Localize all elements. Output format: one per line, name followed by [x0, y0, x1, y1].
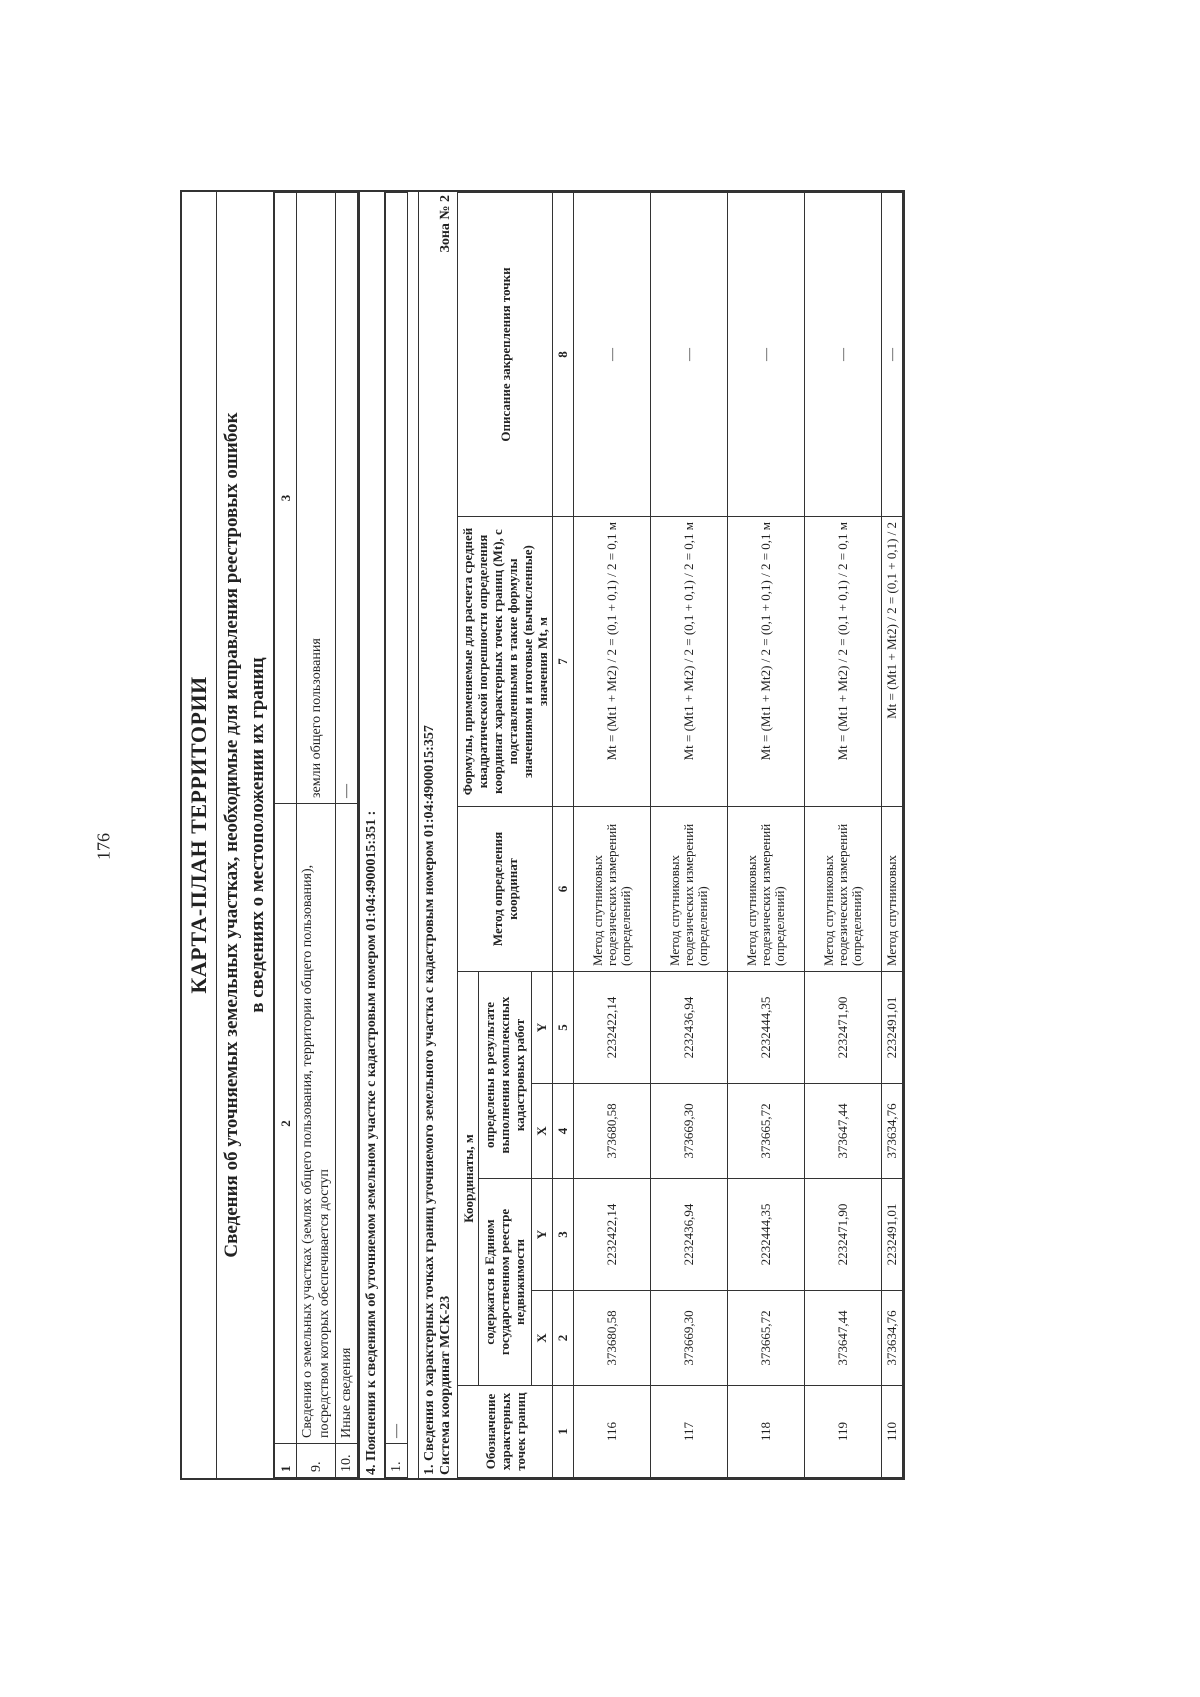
defined-x: 373647,44 — [805, 1084, 882, 1179]
header-col-2: 2 — [275, 804, 297, 1444]
col-number: 1 — [553, 1386, 574, 1478]
section-3-table — [274, 192, 358, 1478]
points-section-subtitle — [438, 192, 457, 1478]
egrn-x: 373634,76 — [882, 1291, 903, 1386]
row-number: 10. — [336, 1444, 358, 1478]
header-x: X — [531, 1084, 552, 1179]
header-method: Метод определения координат — [458, 806, 553, 971]
method-cell: Метод спутниковых геодезических измерений (определений) — [805, 806, 882, 971]
header-col-3: 3 — [275, 193, 297, 804]
col-number: 8 — [553, 193, 574, 517]
table-row — [728, 193, 805, 1478]
rotated-sheet — [180, 190, 1080, 1480]
col-number: 3 — [553, 1179, 574, 1291]
header-formula: Формулы, применяемые для расчета средней квадратической погрешности определения координат характерных точек границ (Mt), с подставленными в такие формулы значениями и итоговые (вычисленные) значения Mt, м — [458, 516, 553, 806]
zone-label: Зона № 2 — [438, 195, 453, 253]
defined-y: 2232422,14 — [574, 971, 651, 1083]
point-designation: 118 — [728, 1386, 805, 1478]
formula-cell: Mt = (Mt1 + Mt2) / 2 = (0,1 + 0,1) / 2 = 0,1 м — [728, 516, 805, 806]
point-designation: 110 — [882, 1386, 903, 1478]
point-designation: 116 — [574, 1386, 651, 1478]
description-cell: — — [805, 193, 882, 517]
defined-x: 373634,76 — [882, 1084, 903, 1179]
table-row — [297, 193, 336, 1478]
row-value: — — [336, 193, 358, 804]
point-designation: 117 — [651, 1386, 728, 1478]
page-title: КАРТА-ПЛАН ТЕРРИТОРИИ — [182, 192, 217, 1478]
column-number-row — [553, 193, 574, 1478]
point-designation: 119 — [805, 1386, 882, 1478]
method-cell: Метод спутниковых геодезических измерений (определений) — [574, 806, 651, 971]
formula-cell: Mt = (Mt1 + Mt2) / 2 = (0,1 + 0,1) / 2 — [882, 516, 903, 806]
page-number: 176 — [93, 833, 114, 860]
header-col-1: 1 — [275, 1444, 297, 1478]
defined-y: 2232471,90 — [805, 971, 882, 1083]
formula-cell: Mt = (Mt1 + Mt2) / 2 = (0,1 + 0,1) / 2 = 0,1 м — [574, 516, 651, 806]
subtitle-line-2: в сведениях о местоположении их границ — [247, 657, 268, 1013]
section-4-title: 4. Пояснения к сведениям об уточняемом земельном участке с кадастровым номером 01:04:4900015:351 : — [358, 192, 385, 1478]
description-cell: — — [882, 193, 903, 517]
egrn-y: 2232444,35 — [728, 1179, 805, 1291]
points-header-row-1 — [458, 193, 479, 1478]
defined-y: 2232491,01 — [882, 971, 903, 1083]
method-cell: Метод спутниковых геодезических измерений (определений) — [728, 806, 805, 971]
header-designation: Обозначение характерных точек границ — [458, 1386, 553, 1478]
row-value: земли общего пользования — [297, 193, 336, 804]
egrn-y: 2232491,01 — [882, 1179, 903, 1291]
col-number: 7 — [553, 516, 574, 806]
egrn-y: 2232436,94 — [651, 1179, 728, 1291]
page-subtitle — [217, 192, 274, 1478]
egrn-x: 373680,58 — [574, 1291, 651, 1386]
points-section-title: 1. Сведения о характерных точках границ уточняемого земельного участка с кадастровым номером 01:04:4900015:357 — [422, 725, 437, 1475]
egrn-x: 373647,44 — [805, 1291, 882, 1386]
table-row — [805, 193, 882, 1478]
egrn-y: 2232471,90 — [805, 1179, 882, 1291]
defined-y: 2232444,35 — [728, 971, 805, 1083]
col-number: 5 — [553, 971, 574, 1083]
description-cell: — — [574, 193, 651, 517]
table-row — [336, 193, 358, 1478]
map-plan-frame — [180, 190, 905, 1480]
defined-x: 373680,58 — [574, 1084, 651, 1179]
col-number: 2 — [553, 1291, 574, 1386]
header-defined: определены в результате выполнения комплексных кадастровых работ — [479, 971, 532, 1178]
points-body — [574, 193, 903, 1478]
row-value: — — [386, 193, 408, 1444]
col-number: 6 — [553, 806, 574, 971]
section-3-header-row — [275, 193, 297, 1478]
description-cell: — — [728, 193, 805, 517]
table-row — [882, 193, 903, 1478]
subtitle-line-1: Сведения об уточняемых земельных участках, необходимые для исправления реестровых ошибок — [221, 412, 242, 1258]
col-number: 4 — [553, 1084, 574, 1179]
formula-cell: Mt = (Mt1 + Mt2) / 2 = (0,1 + 0,1) / 2 = 0,1 м — [651, 516, 728, 806]
row-number: 1. — [386, 1444, 408, 1478]
method-cell: Метод спутниковых — [882, 806, 903, 971]
formula-cell: Mt = (Mt1 + Mt2) / 2 = (0,1 + 0,1) / 2 = 0,1 м — [805, 516, 882, 806]
header-y: Y — [531, 971, 552, 1083]
defined-y: 2232436,94 — [651, 971, 728, 1083]
table-row — [574, 193, 651, 1478]
method-cell: Метод спутниковых геодезических измерений (определений) — [651, 806, 728, 971]
points-table — [457, 192, 903, 1478]
header-egrn: содержатся в Едином государственном реестре недвижимости — [479, 1179, 532, 1386]
spacer — [408, 192, 419, 1478]
row-description: Иные сведения — [336, 804, 358, 1444]
defined-x: 373669,30 — [651, 1084, 728, 1179]
defined-x: 373665,72 — [728, 1084, 805, 1179]
header-x: X — [531, 1291, 552, 1386]
description-cell: — — [651, 193, 728, 517]
egrn-x: 373665,72 — [728, 1291, 805, 1386]
header-coordinates: Координаты, м — [458, 971, 479, 1385]
row-number: 9. — [297, 1444, 336, 1478]
coordinate-system: Система координат МСК-23 — [438, 1295, 453, 1475]
egrn-y: 2232422,14 — [574, 1179, 651, 1291]
header-description: Описание закрепления точки — [458, 193, 553, 517]
table-row — [386, 193, 408, 1478]
egrn-x: 373669,30 — [651, 1291, 728, 1386]
section-4-table — [385, 192, 408, 1478]
header-y: Y — [531, 1179, 552, 1291]
row-description: Сведения о земельных участках (землях общего пользования, территории общего пользования), посредством которых обеспечивается доступ — [297, 804, 336, 1444]
table-row — [651, 193, 728, 1478]
